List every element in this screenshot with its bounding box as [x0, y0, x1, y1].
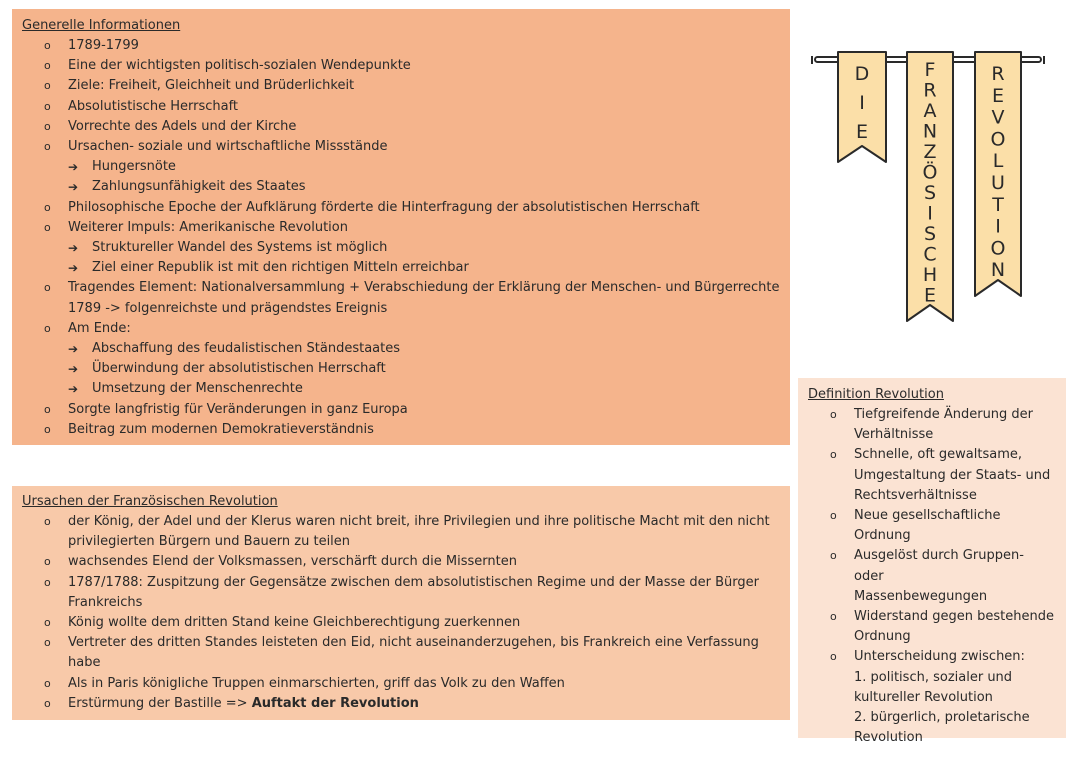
sub-list-item — [22, 258, 780, 278]
item-text: Tragendes Element: Nationalversammlung + Verabschiedung der Erklärung der Menschen- und Bürgerrechte — [68, 280, 780, 296]
banner-letter: Z — [923, 141, 937, 163]
item-text: wachsendes Elend der Volksmassen, verschärft durch die Missernten — [68, 554, 517, 570]
circle-bullet-icon: o — [44, 79, 51, 93]
banner-letter: Ö — [922, 161, 938, 184]
list-item — [22, 420, 780, 440]
general-info-heading: Generelle Informationen — [22, 18, 181, 33]
item-text: Weiterer Impuls: Amerikanische Revolution — [68, 219, 348, 235]
sub-list-item — [22, 157, 780, 177]
circle-bullet-icon: o — [44, 321, 51, 335]
item-text: Sorgte langfristig für Veränderungen in ganz Europa — [68, 401, 408, 417]
causes-list — [22, 512, 780, 714]
item-text-line: Ordnung — [854, 528, 911, 544]
circle-bullet-icon: o — [44, 515, 51, 528]
item-text: Am Ende: — [68, 320, 131, 336]
list-item — [808, 405, 1056, 445]
banner-letter: E — [855, 121, 869, 143]
list-item — [22, 674, 780, 694]
general-info-section — [12, 9, 790, 445]
banner-letter: O — [990, 128, 1006, 151]
arrow-right-icon: ➔ — [68, 241, 79, 256]
list-item — [22, 278, 780, 318]
circle-bullet-icon: o — [830, 408, 837, 421]
sub-list-item — [22, 177, 780, 197]
item-text: 1789-1799 — [68, 38, 139, 53]
item-text-line: Widerstand gegen bestehende — [854, 609, 1054, 625]
banner-letter: N — [922, 120, 938, 143]
item-text-line: Ordnung — [854, 629, 911, 645]
arrow-right-icon: ➔ — [68, 261, 79, 276]
arrow-right-icon: ➔ — [68, 180, 79, 195]
sub-item-text: Hungersnöte — [92, 159, 176, 175]
item-text-line: 1. politisch, sozialer und — [854, 669, 1013, 685]
definition-list — [808, 405, 1056, 748]
banner-letter: C — [923, 243, 937, 266]
circle-bullet-icon: o — [44, 616, 51, 630]
list-item — [808, 506, 1056, 546]
circle-bullet-icon: o — [44, 636, 51, 650]
list-item — [22, 137, 780, 157]
list-item — [22, 117, 780, 137]
circle-bullet-icon: o — [44, 220, 51, 234]
item-text-continuation: 1789 -> folgenreichste und prägendstes Ereignis — [68, 300, 388, 316]
banner-letter: U — [991, 172, 1005, 194]
banner-letter: T — [992, 193, 1004, 216]
circle-bullet-icon: o — [830, 650, 837, 664]
banner-letter: N — [990, 259, 1006, 282]
list-item — [22, 552, 780, 572]
item-text: Erstürmung der Bastille => — [68, 695, 252, 711]
item-text: der König, der Adel und der Klerus waren nicht breit, ihre Privilegien und ihre politische Macht mit den nicht — [68, 514, 770, 529]
sub-item-text: Zahlungsunfähigkeit des Staates — [92, 179, 306, 195]
circle-bullet-icon: o — [44, 555, 51, 569]
sub-item-text: Abschaffung des feudalistischen Ständestaates — [92, 341, 400, 357]
sub-item-text: Ziel einer Republik ist mit den richtigen Mitteln erreichbar — [92, 260, 469, 276]
list-item — [22, 97, 780, 117]
banner-letter: S — [923, 223, 937, 245]
item-text-line: Tiefgreifende Änderung der — [854, 407, 1034, 422]
item-text: Philosophische Epoche der Aufklärung förderte die Hinterfragung der absolutistischen Herrschaft — [68, 199, 700, 215]
banner-letter: R — [991, 63, 1005, 85]
item-text: Als in Paris königliche Truppen einmarschierten, griff das Volk zu den Waffen — [68, 675, 565, 691]
banner-letter: S — [923, 182, 937, 204]
sub-list-item — [22, 359, 780, 379]
circle-bullet-icon: o — [830, 509, 837, 523]
list-item — [22, 613, 780, 633]
list-item — [22, 218, 780, 238]
circle-bullet-icon: o — [44, 39, 51, 52]
circle-bullet-icon: o — [44, 402, 51, 416]
circle-bullet-icon: o — [44, 676, 51, 690]
sub-item-text: Struktureller Wandel des Systems ist möglich — [92, 240, 388, 256]
banner-letter: L — [992, 150, 1004, 173]
list-item — [22, 36, 780, 56]
general-info-list — [22, 36, 780, 440]
banner-letter: R — [923, 79, 937, 102]
circle-bullet-icon: o — [44, 59, 51, 73]
item-text-line: Massenbewegungen — [854, 588, 988, 604]
sub-list-item — [22, 379, 780, 399]
item-text-line: Verhältnisse — [854, 427, 934, 443]
item-text-continuation: habe — [68, 655, 101, 671]
item-text-line: Ausgelöst durch Gruppen- oder — [854, 548, 1024, 584]
list-item — [22, 573, 780, 613]
item-text: Eine der wichtigsten politisch-sozialen Wendepunkte — [68, 58, 411, 74]
arrow-right-icon: ➔ — [68, 382, 79, 397]
item-text-line: Schnelle, oft gewaltsame, — [854, 447, 1022, 463]
definition-section — [798, 378, 1066, 746]
banner-letter: H — [922, 264, 938, 286]
causes-heading: Ursachen der Französischen Revolution — [22, 494, 278, 509]
item-text-emphasis: Auftakt der Revolution — [251, 695, 419, 711]
item-text-line: Rechtsverhältnisse — [854, 487, 977, 503]
item-text-line: kultureller Revolution — [854, 689, 993, 705]
item-text: König wollte dem dritten Stand keine Gleichberechtigung zuerkennen — [68, 615, 521, 631]
item-text: Ursachen- soziale und wirtschaftliche Missstände — [68, 139, 388, 155]
item-text-line: Neue gesellschaftliche — [854, 508, 1001, 524]
item-text: Ziele: Freiheit, Gleichheit und Brüderlichkeit — [68, 78, 355, 94]
circle-bullet-icon: o — [44, 422, 51, 436]
item-text: Beitrag zum modernen Demokratieverständnis — [68, 421, 374, 437]
list-item — [22, 319, 780, 339]
item-text-line: Umgestaltung der Staats- und — [854, 467, 1051, 483]
circle-bullet-icon: o — [830, 448, 837, 462]
item-text: Vertreter des dritten Standes leisteten den Eid, nicht auseinanderzugehen, bis Frankreich eine Verfassung — [68, 635, 759, 651]
arrow-right-icon: ➔ — [68, 160, 79, 175]
list-item — [808, 546, 1056, 607]
list-item — [22, 56, 780, 76]
arrow-right-icon: ➔ — [68, 362, 79, 377]
banner-letter: I — [927, 202, 933, 225]
list-item — [22, 512, 780, 552]
banner-letter: D — [854, 63, 870, 85]
circle-bullet-icon: o — [830, 549, 837, 563]
title-banners-illustration — [810, 46, 1046, 331]
banner-letter: E — [923, 284, 937, 307]
banner-letter: O — [990, 237, 1006, 260]
item-text: Vorrechte des Adels und der Kirche — [68, 118, 297, 134]
banner-letter: E — [991, 84, 1005, 107]
circle-bullet-icon: o — [44, 99, 51, 113]
arrow-right-icon: ➔ — [68, 342, 79, 357]
circle-bullet-icon: o — [44, 200, 51, 214]
sub-item-text: Umsetzung der Menschenrechte — [92, 381, 303, 397]
circle-bullet-icon: o — [44, 281, 51, 295]
list-item — [22, 400, 780, 420]
item-text-line: Unterscheidung zwischen: — [854, 649, 1025, 665]
circle-bullet-icon: o — [44, 119, 51, 133]
list-item — [808, 647, 1056, 748]
banner-letter: I — [859, 92, 865, 114]
banner-letter: F — [924, 59, 936, 81]
definition-heading: Definition Revolution — [808, 387, 944, 402]
item-text: 1787/1788: Zuspitzung der Gegensätze zwischen dem absolutistischen Regime und der Masse der Bürger — [68, 574, 760, 590]
circle-bullet-icon: o — [44, 575, 51, 589]
item-text-continuation: privilegierten Bürgern und Bauern zu teilen — [68, 534, 351, 550]
banner-letter: V — [991, 106, 1005, 129]
circle-bullet-icon: o — [44, 696, 51, 710]
item-text-continuation: Frankreichs — [68, 594, 143, 610]
item-text-line: Revolution — [854, 730, 923, 746]
list-item — [22, 694, 780, 714]
list-item — [808, 445, 1056, 506]
list-item — [22, 198, 780, 218]
list-item — [808, 607, 1056, 647]
causes-section — [12, 486, 790, 720]
item-text-line: 2. bürgerlich, proletarische — [854, 710, 1030, 726]
sub-list-item — [22, 238, 780, 258]
list-item — [22, 633, 780, 673]
sub-item-text: Überwindung der absolutistischen Herrschaft — [92, 361, 386, 377]
circle-bullet-icon: o — [44, 140, 51, 154]
item-text: Absolutistische Herrschaft — [68, 98, 239, 114]
sub-list-item — [22, 339, 780, 359]
list-item — [22, 76, 780, 96]
circle-bullet-icon: o — [830, 610, 837, 624]
banner-letter: I — [995, 215, 1001, 238]
banner-letter: A — [923, 100, 937, 122]
